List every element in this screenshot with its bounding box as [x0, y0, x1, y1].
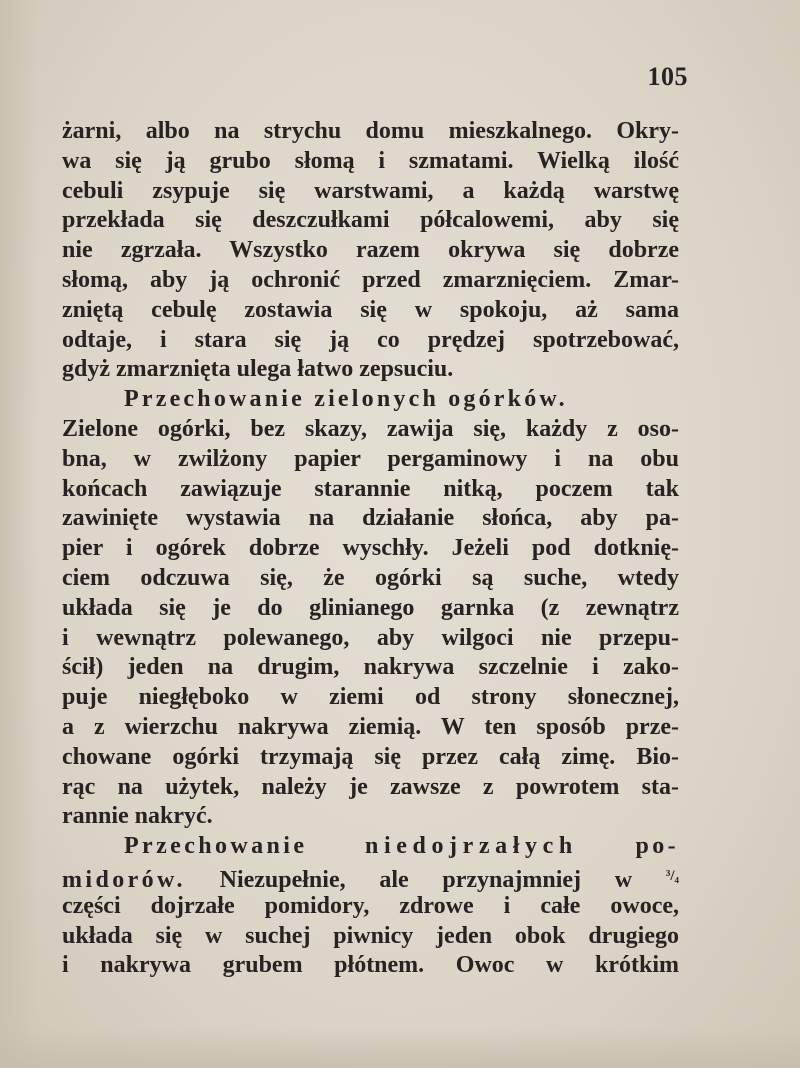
- text-line: a z wierzchu nakrywa ziemią. W ten sposób prze-: [62, 713, 679, 740]
- page-shadow-bottom: [0, 1028, 800, 1068]
- text-line: i nakrywa grubem płótnem. Owoc w krótkim: [62, 952, 679, 979]
- text-line: ciem odczuwa się, że ogórki są suche, wtedy: [62, 564, 679, 591]
- text-line: pier i ogórek dobrze wyschły. Jeżeli pod dotknię-: [62, 535, 679, 562]
- heading-word: po-: [635, 833, 679, 860]
- text-line: układa się w suchej piwnicy jeden obok drugiego: [62, 922, 679, 949]
- fraction: ³/₄: [665, 867, 679, 884]
- text-line: żarni, albo na strychu domu mieszkalnego. Okry-: [62, 118, 679, 144]
- text-line: rannie nakryć.: [62, 803, 213, 830]
- text-line: [62, 862, 679, 892]
- section-heading-cucumbers: Przechowanie zielonych ogórków.: [124, 386, 568, 413]
- text-line: rąc na użytek, należy je zawsze z powrotem sta-: [62, 773, 679, 800]
- text-line: przekłada się deszczułkami półcalowemi, aby się: [62, 207, 679, 234]
- text-fragment: Niezupełnie, ale przynajmniej w: [219, 866, 633, 893]
- page-shadow-left: [0, 0, 38, 1068]
- text-line: układa się je do glinianego garnka (z zewnątrz: [62, 594, 679, 621]
- text-line: nie zgrzała. Wszystko razem okrywa się dobrze: [62, 237, 679, 264]
- heading-word: niedojrzałych: [365, 833, 578, 860]
- text-line: wa się ją grubo słomą i szmatami. Wielką ilość: [62, 147, 679, 174]
- section-heading-tomatoes: [62, 832, 679, 862]
- text-line: puje niegłęboko w ziemi od strony słonecznej,: [62, 684, 679, 711]
- text-line: części dojrzałe pomidory, zdrowe i całe owoce,: [62, 892, 679, 919]
- text-line: zawinięte wystawia na działanie słońca, aby pa-: [62, 505, 679, 532]
- page-number: 105: [647, 62, 688, 91]
- text-line: bna, w zwilżony papier pergaminowy i na obu: [62, 445, 679, 472]
- text-line: zniętą cebulę zostawia się w spokoju, aż sama: [62, 296, 679, 323]
- text-line: odtaje, i stara się ją co prędzej spotrzebować,: [62, 326, 679, 353]
- text-line: Zielone ogórki, bez skazy, zawija się, każdy z oso-: [62, 415, 679, 442]
- text-line: gdyż zmarznięta ulega łatwo zepsuciu.: [62, 356, 454, 383]
- text-line: słomą, aby ją ochronić przed zmarznięciem. Zmar-: [62, 266, 679, 293]
- text-line: chowane ogórki trzymają się przez całą zimę. Bio-: [62, 743, 679, 770]
- body-text: [62, 117, 679, 981]
- heading-word: Przechowanie: [124, 833, 308, 860]
- text-line: i wewnątrz polewanego, aby wilgoci nie przepu-: [62, 624, 679, 651]
- text-line: końcach zawiązuje starannie nitką, poczem tak: [62, 475, 679, 502]
- text-line: ścił) jeden na drugim, nakrywa szczelnie i zako-: [62, 654, 679, 681]
- heading-word: midorów.: [62, 866, 186, 893]
- text-line: cebuli zsypuje się warstwami, a każdą warstwę: [62, 177, 679, 204]
